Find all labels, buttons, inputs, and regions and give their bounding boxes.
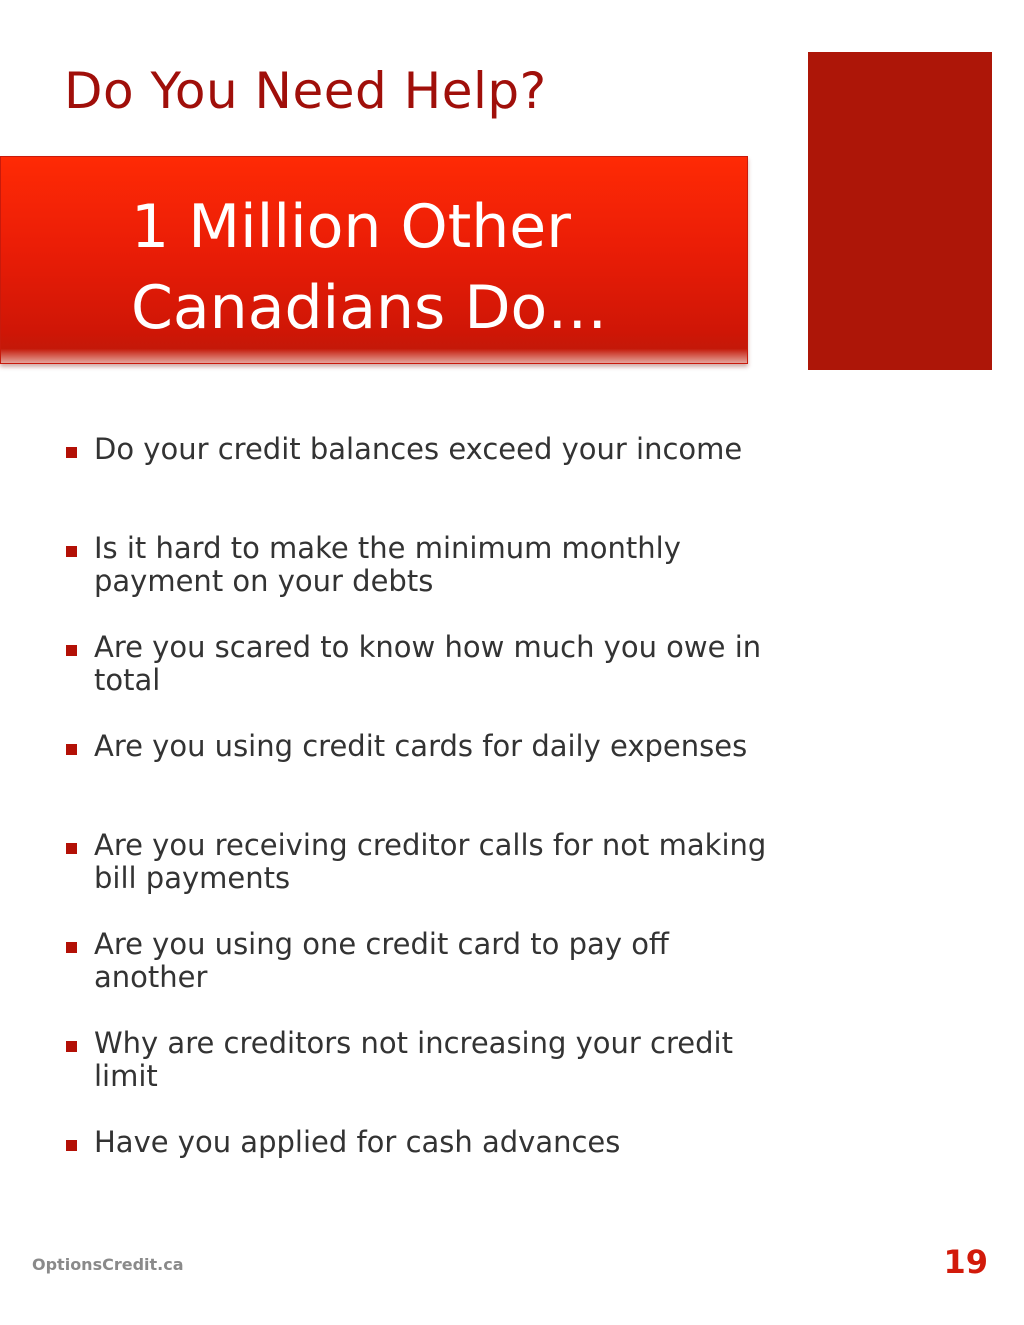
list-item: [66, 631, 786, 730]
square-bullet-icon: [66, 1140, 77, 1151]
list-item: [66, 829, 786, 928]
square-bullet-icon: [66, 645, 77, 656]
bullet-text: Are you receiving creditor calls for not making bill payments: [94, 828, 767, 895]
list-item: [66, 1126, 786, 1225]
page-number: 19: [943, 1243, 988, 1281]
square-bullet-icon: [66, 546, 77, 557]
bullet-text: Are you using one credit card to pay off another: [94, 927, 669, 994]
square-bullet-icon: [66, 942, 77, 953]
bullet-text: Is it hard to make the minimum monthly payment on your debts: [94, 531, 681, 598]
bullet-text: Do your credit balances exceed your income: [94, 432, 743, 466]
bullet-text: Have you applied for cash advances: [94, 1125, 621, 1159]
banner: [0, 156, 748, 364]
square-bullet-icon: [66, 447, 77, 458]
banner-line-1: 1 Million Other: [131, 192, 571, 262]
bullet-text: Are you using credit cards for daily expenses: [94, 729, 748, 763]
list-item: [66, 433, 786, 532]
list-item: [66, 928, 786, 1027]
square-bullet-icon: [66, 1041, 77, 1052]
square-bullet-icon: [66, 843, 77, 854]
bullet-text: Why are creditors not increasing your credit limit: [94, 1026, 733, 1093]
bullet-list: [66, 433, 786, 1225]
bullet-text: Are you scared to know how much you owe in total: [94, 630, 762, 697]
list-item: [66, 532, 786, 631]
accent-block: [808, 52, 992, 370]
banner-line-2: Canadians Do…: [131, 273, 608, 343]
square-bullet-icon: [66, 744, 77, 755]
footer-site-name: OptionsCredit.ca: [32, 1255, 184, 1274]
page-title: Do You Need Help?: [64, 62, 547, 120]
list-item: [66, 1027, 786, 1126]
list-item: [66, 730, 786, 829]
